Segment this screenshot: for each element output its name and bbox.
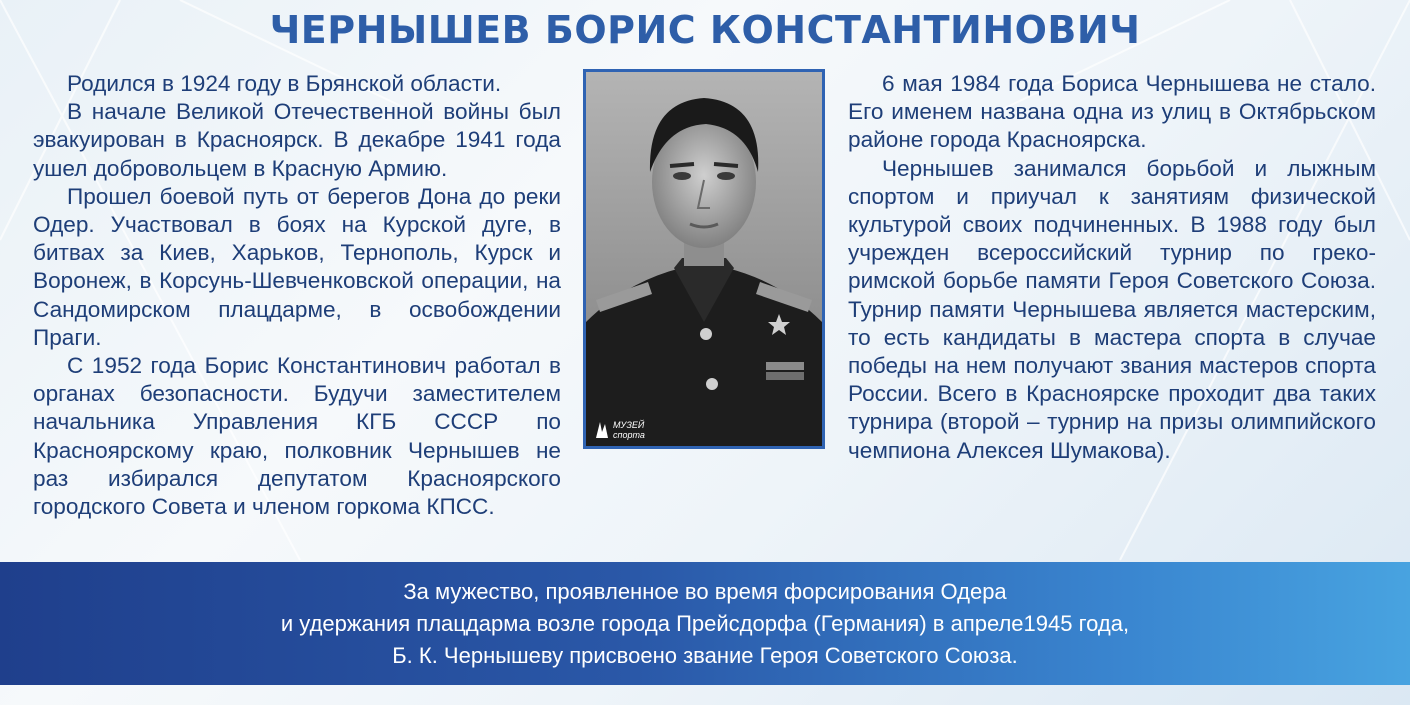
banner-line: За мужество, проявленное во время форсирования Одера <box>403 579 1007 604</box>
biography-left-column <box>33 70 561 521</box>
logo-line-1: МУЗЕЙ <box>613 420 645 430</box>
award-banner <box>0 562 1410 685</box>
banner-line: Б. К. Чернышеву присвоено звание Героя Советского Союза. <box>392 643 1018 668</box>
paragraph: 6 мая 1984 года Бориса Чернышева не стало. Его именем названа одна из улиц в Октябрьском районе города Красноярска. <box>848 71 1376 153</box>
portrait-photo <box>583 69 825 449</box>
museum-logo <box>594 420 645 440</box>
museum-logo-icon <box>594 420 610 440</box>
logo-line-2: спорта <box>613 430 645 440</box>
paragraph: В начале Великой Отечественной войны был эвакуирован в Красноярск. В декабре 1941 года ушел добровольцем в Красную Армию. <box>33 99 561 181</box>
paragraph: Чернышев занимался борьбой и лыжным спортом и приучал к занятиям физической культурой своих подчиненных. В 1988 году был учрежден всероссийский турнир по греко-римской борьбе памяти Героя Советского Союза. Турнир памяти Чернышева является мастерским, то есть кандидаты в мастера спорта в случае победы на нем получают звания мастеров спорта России. Всего в Красноярске проходит два таких турнира (второй – турнир на призы олимпийского чемпиона Алексея Шумакова). <box>848 155 1376 463</box>
paragraph: С 1952 года Борис Константинович работал в органах безопасности. Будучи заместителем начальника Управления КГБ СССР по Красноярскому краю, полковник Чернышев не раз избирался депутатом Красноярского городского Совета и членом горкома КПСС. <box>33 353 561 520</box>
paragraph: Родился в 1924 году в Брянской области. <box>67 71 502 96</box>
banner-line: и удержания плацдарма возле города Прейсдорфа (Германия) в апреле1945 года, <box>280 611 1130 636</box>
page-title: ЧЕРНЫШЕВ БОРИС КОНСТАНТИНОВИЧ <box>269 8 1141 52</box>
biography-right-column <box>848 70 1376 465</box>
paragraph: Прошел боевой путь от берегов Дона до реки Одер. Участвовал в боях на Курской дуге, в битвах за Киев, Харьков, Тернополь, Курск и Воронеж, в Корсунь-Шевченковской операции, на Сандомирском плацдарме, в освобождении Праги. <box>33 183 561 350</box>
